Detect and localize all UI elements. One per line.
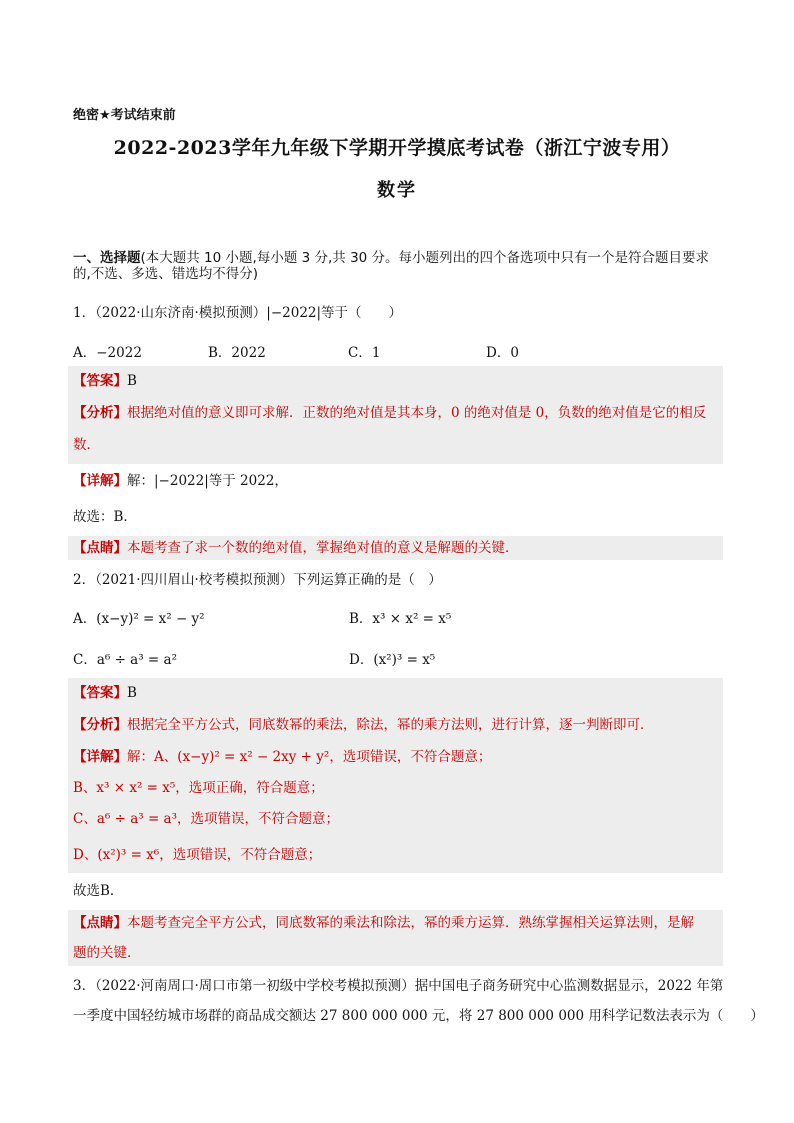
q2-analysis-text: 根据完全平方公式，同底数幂的乘法，除法，幂的乘方法则，进行计算，逐一判断即可． xyxy=(127,717,654,733)
q2-detail-b xyxy=(73,779,324,797)
q2-detail-c-prefix: C、 xyxy=(73,811,97,827)
q2-detail-d xyxy=(73,846,321,864)
subject-title: 数学 xyxy=(377,180,417,201)
section-desc-line1: (本大题共 10 小题,每小题 3 分,共 30 分。每小题列出的四个备选项中只有一个是符合题目要求 xyxy=(140,250,710,266)
q1-detail xyxy=(73,472,288,490)
q2-detail-label: 【详解】 xyxy=(73,749,127,765)
q2-answer xyxy=(73,684,137,702)
q2-analysis xyxy=(73,716,654,734)
q2-detail xyxy=(73,748,491,766)
q1-answer-label: 【答案】 xyxy=(73,373,127,389)
q2-comment-label: 【点睛】 xyxy=(73,915,127,931)
q2-option-b: B．x³ × x² = x⁵ xyxy=(349,611,452,627)
q2-option-a: A．(x−y)² = x² − y² xyxy=(73,611,205,627)
q2-analysis-band xyxy=(68,678,723,873)
q1-answer-value: B xyxy=(127,373,137,389)
q3-stem-line2: 一季度中国轻纺城市场群的商品成交额达 27 800 000 000 元，将 27 800 000 000 用科学记数法表示为（ ） xyxy=(73,1008,764,1024)
confidential-mark: 绝密★考试结束前 xyxy=(73,108,176,123)
exam-title: 2022-2023学年九年级下学期开学摸底考试卷（浙江宁波专用） xyxy=(113,137,681,159)
q2-detail-d-prefix: D、 xyxy=(73,847,98,863)
q1-answer xyxy=(73,372,137,390)
q2-detail-d-text: (x²)³ = x⁶，选项错误，不符合题意； xyxy=(97,847,322,863)
q2-comment-line2: 题的关键． xyxy=(73,945,141,961)
q1-option-a: A．−2022 xyxy=(73,345,142,361)
q1-analysis xyxy=(73,404,706,422)
q1-stem: 1．（2022·山东济南·模拟预测）|−2022|等于（ ） xyxy=(73,305,403,321)
q1-analysis-text: 根据绝对值的意义即可求解．正数的绝对值是其本身，0 的绝对值是 0，负数的绝对值是它的相反 xyxy=(127,405,707,421)
q2-detail-b-text: x³ × x² = x⁵，选项正确，符合题意； xyxy=(96,780,324,796)
q2-analysis-label: 【分析】 xyxy=(73,717,127,733)
q2-option-c: C．a⁶ ÷ a³ = a² xyxy=(73,652,177,668)
section-desc-line2: 的,不选、多选、错选均不得分) xyxy=(73,266,259,282)
q1-option-c: C．1 xyxy=(348,345,381,361)
q1-comment-text: 本题考查了求一个数的绝对值，掌握绝对值的意义是解题的关键． xyxy=(127,540,519,556)
q2-detail-c xyxy=(73,810,339,828)
q1-comment-label: 【点睛】 xyxy=(73,540,127,556)
q2-comment-text: 本题考查完全平方公式，同底数幂的乘法和除法，幂的乘方运算．熟练掌握相关运算法则，是解 xyxy=(127,915,694,931)
q1-comment xyxy=(73,539,519,557)
q2-answer-label: 【答案】 xyxy=(73,685,127,701)
q1-choose: 故选：B． xyxy=(73,509,137,525)
q2-detail-c-text: a⁶ ÷ a³ = a³，选项错误，不符合题意； xyxy=(96,811,340,827)
q1-detail-text: 解：|−2022|等于 2022， xyxy=(127,473,288,489)
section-label: 一、选择题 xyxy=(73,250,141,266)
q1-analysis-label: 【分析】 xyxy=(73,405,127,421)
q1-option-d: D．0 xyxy=(486,345,519,361)
q2-answer-value: B xyxy=(127,685,137,701)
q2-stem: 2．（2021·四川眉山·校考模拟预测）下列运算正确的是（ ） xyxy=(73,572,442,588)
q2-option-d: D．(x²)³ = x⁵ xyxy=(349,652,436,668)
q2-detail-b-prefix: B、 xyxy=(73,780,97,796)
q1-analysis-line2: 数． xyxy=(73,437,100,453)
q1-detail-label: 【详解】 xyxy=(73,473,127,489)
q2-choose: 故选B． xyxy=(73,883,124,899)
q3-stem-line1: 3．（2022·河南周口·周口市第一初级中学校考模拟预测）据中国电子商务研究中心监测数据显示，2022 年第 xyxy=(73,978,724,994)
q2-comment xyxy=(73,914,694,932)
q2-detail-line1: 解：A、(x−y)² = x² − 2xy + y²，选项错误，不符合题意； xyxy=(127,749,492,765)
q1-option-b: B．2022 xyxy=(208,345,266,361)
